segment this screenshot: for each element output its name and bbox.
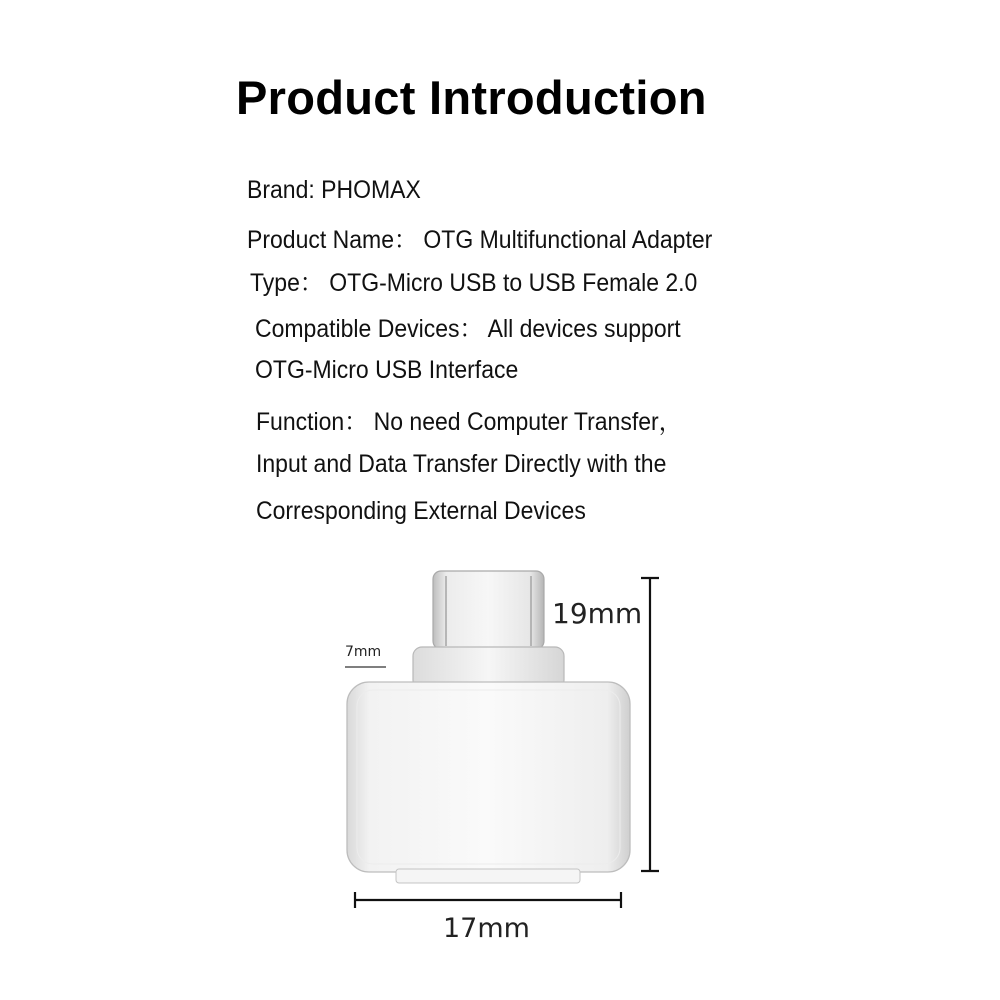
spec-brand: Brand: PHOMAX bbox=[247, 176, 421, 204]
width-dimension-label: 17mm bbox=[443, 913, 530, 944]
adapter-body bbox=[347, 682, 630, 872]
spec-type: Type： OTG-Micro USB to USB Female 2.0 bbox=[250, 269, 698, 297]
spec-compatible-devices: Compatible Devices： All devices support bbox=[255, 315, 681, 343]
spec-function: Function： No need Computer Transfer， bbox=[256, 408, 682, 436]
spec-product-name: Product Name： OTG Multifunctional Adapter bbox=[247, 226, 713, 254]
spec-function-cont-1: Input and Data Transfer Directly with the bbox=[256, 450, 667, 478]
connector-dimension-label: 7mm bbox=[345, 644, 382, 660]
height-dimension-label: 19mm bbox=[552, 597, 643, 630]
spec-function-cont-2: Corresponding External Devices bbox=[256, 497, 586, 525]
usb-port-lip bbox=[396, 869, 580, 883]
width-dimension-line bbox=[355, 892, 621, 908]
page-title: Product Introduction bbox=[236, 71, 707, 124]
height-dimension-line bbox=[641, 578, 659, 871]
spec-compatible-devices-cont: OTG-Micro USB Interface bbox=[255, 356, 519, 384]
usb-plug-tip bbox=[433, 571, 544, 649]
